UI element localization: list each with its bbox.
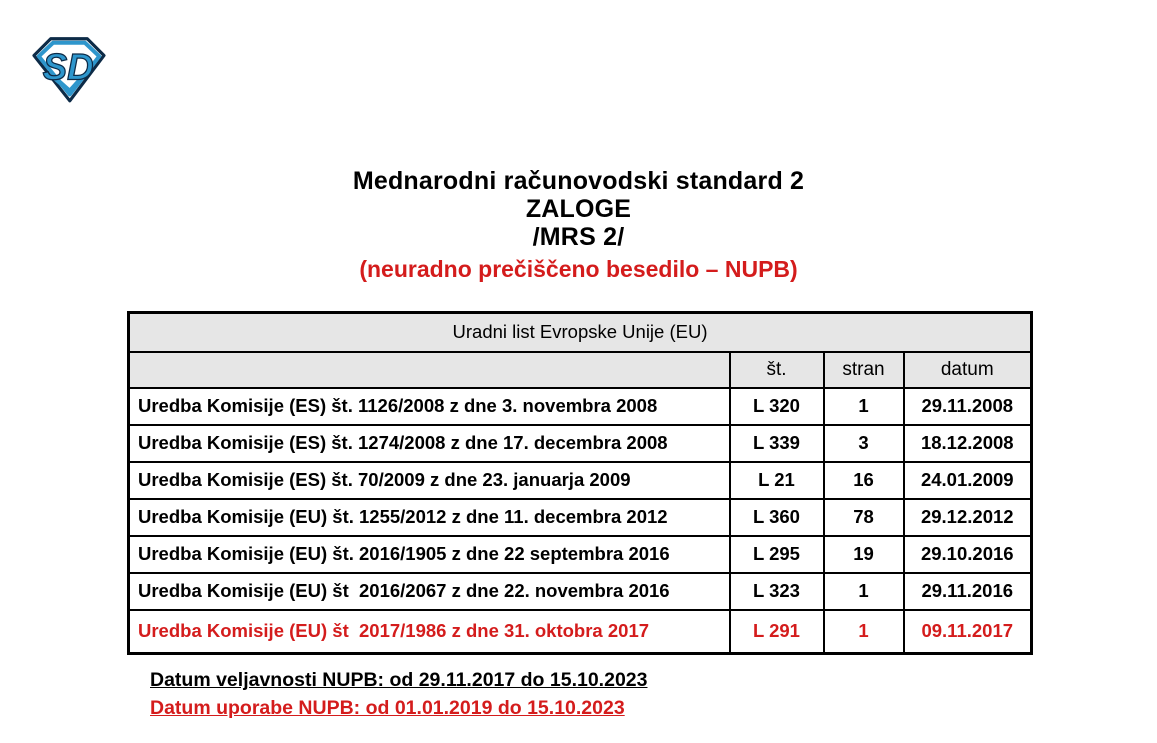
regulation-name: Uredba Komisije (ES) št. 70/2009 z dne 23. januarja 2009 (129, 462, 730, 499)
regulation-page: 78 (824, 499, 904, 536)
regulation-number: L 291 (730, 610, 824, 654)
col-header-st: št. (730, 352, 824, 388)
table-row-highlighted (129, 610, 1032, 654)
regulation-number: L 295 (730, 536, 824, 573)
regulation-date: 29.11.2008 (904, 388, 1032, 425)
regulation-name: Uredba Komisije (EU) št 2017/1986 z dne 31. oktobra 2017 (129, 610, 730, 654)
regulation-date: 29.11.2016 (904, 573, 1032, 610)
regulation-page: 19 (824, 536, 904, 573)
table-column-header-row (129, 352, 1032, 388)
col-header-stran: stran (824, 352, 904, 388)
regulation-number: L 323 (730, 573, 824, 610)
regulation-date: 29.10.2016 (904, 536, 1032, 573)
col-header-datum: datum (904, 352, 1032, 388)
sd-logo-icon (28, 34, 110, 104)
regulation-page: 1 (824, 610, 904, 654)
document-title-zaloge: ZALOGE (525, 195, 632, 223)
table-row (129, 573, 1032, 610)
usage-date-line: Datum uporabe NUPB: od 01.01.2019 do 15.10.2023 (150, 696, 625, 719)
regulation-number: L 360 (730, 499, 824, 536)
regulation-name: Uredba Komisije (EU) št 2016/2067 z dne 22. novembra 2016 (129, 573, 730, 610)
regulation-date: 18.12.2008 (904, 425, 1032, 462)
table-row (129, 536, 1032, 573)
regulation-page: 1 (824, 388, 904, 425)
regulation-date: 29.12.2012 (904, 499, 1032, 536)
regulation-number: L 21 (730, 462, 824, 499)
document-note-nupb: (neuradno prečiščeno besedilo – NUPB) (359, 256, 798, 282)
regulation-name: Uredba Komisije (ES) št. 1274/2008 z dne 17. decembra 2008 (129, 425, 730, 462)
regulation-number: L 320 (730, 388, 824, 425)
footer-dates (150, 667, 647, 722)
regulation-number: L 339 (730, 425, 824, 462)
col-header-empty (129, 352, 730, 388)
table-caption: Uradni list Evropske Unije (EU) (129, 313, 1032, 352)
table-row (129, 499, 1032, 536)
regulation-page: 16 (824, 462, 904, 499)
regulation-name: Uredba Komisije (ES) št. 1126/2008 z dne 3. novembra 2008 (129, 388, 730, 425)
regulation-name: Uredba Komisije (EU) št. 1255/2012 z dne 11. decembra 2012 (129, 499, 730, 536)
svg-text:SD: SD (42, 46, 94, 88)
regulation-date: 09.11.2017 (904, 610, 1032, 654)
title-block (0, 167, 1157, 284)
regulation-page: 3 (824, 425, 904, 462)
regulation-date: 24.01.2009 (904, 462, 1032, 499)
eu-official-journal-table (127, 311, 1033, 655)
sd-logo-graphic (28, 34, 110, 104)
document-title: Mednarodni računovodski standard 2 (352, 167, 805, 195)
table-row (129, 425, 1032, 462)
table-row (129, 388, 1032, 425)
validity-date-line: Datum veljavnosti NUPB: od 29.11.2017 do 15.10.2023 (150, 669, 648, 691)
regulation-page: 1 (824, 573, 904, 610)
table-caption-row (129, 313, 1032, 352)
document-standard-code: /MRS 2/ (532, 223, 625, 251)
regulation-name: Uredba Komisije (EU) št. 2016/1905 z dne 22 septembra 2016 (129, 536, 730, 573)
table-row (129, 462, 1032, 499)
